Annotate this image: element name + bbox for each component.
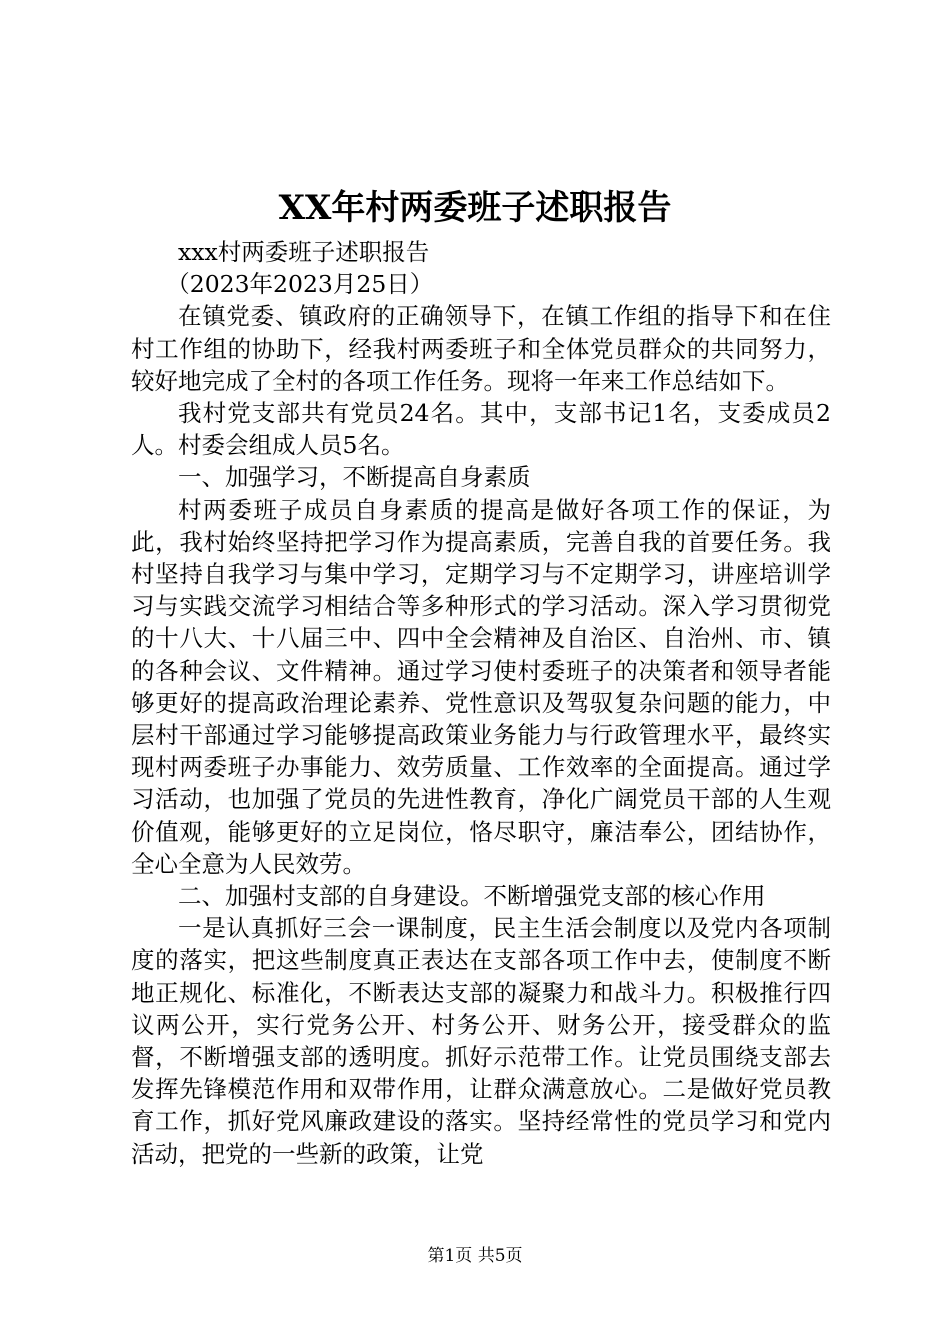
paragraph: 在镇党委、镇政府的正确领导下，在镇工作组的指导下和在住村工作组的协助下，经我村两委班子和全体党员群众的共同努力，较好地完成了全村的各项工作任务。现将一年来工作总结如下。 [131,302,831,395]
document-body [131,236,831,1170]
document-title: XX年村两委班子述职报告 [278,188,672,228]
section-heading: 二、加强村支部的自身建设。不断增强党支部的核心作用 [178,882,766,911]
paragraph: 一是认真抓好三会一课制度，民主生活会制度以及党内各项制度的落实，把这些制度真正表达在支部各项工作中去，使制度不断地正规化、标准化，不断表达支部的凝聚力和战斗力。积极推行四议两公开，实行党务公开、村务公开、财务公开，接受群众的监督，不断增强支部的透明度。抓好示范带工作。让党员围绕支部去发挥先锋模范作用和双带作用，让群众满意放心。二是做好党员教育工作，抓好党风廉政建设的落实。坚持经常性的党员学习和党内活动，把党的一些新的政策，让党 [131,914,831,1168]
page-footer: 第1页 共5页 [427,1246,523,1266]
report-subtitle: xxx村两委班子述职报告 [178,238,430,266]
section-heading: 一、加强学习，不断提高自身素质 [178,463,531,492]
paragraph: 村两委班子成员自身素质的提高是做好各项工作的保证，为此，我村始终坚持把学习作为提高素质，完善自我的首要任务。我村坚持自我学习与集中学习，定期学习与不定期学习，讲座培训学习与实践交流学习相结合等多种形式的学习活动。深入学习贯彻党的十八大、十八届三中、四中全会精神及自治区、自治州、市、镇的各种会议、文件精神。通过学习使村委班子的决策者和领导者能够更好的提高政治理论素养、党性意识及驾驭复杂问题的能力，中层村干部通过学习能够提高政策业务能力与行政管理水平，最终实现村两委班子办事能力、效劳质量、工作效率的全面提高。通过学习活动，也加强了党员的先进性教育，净化广阔党员干部的人生观价值观，能够更好的立足岗位，恪尽职守，廉洁奉公，团结协作，全心全意为人民效劳。 [131,495,831,878]
paragraph: 我村党支部共有党员24名。其中，支部书记1名，支委成员2人。村委会组成人员5名。 [131,399,831,460]
report-date: （2023年2023月25日） [166,270,434,299]
